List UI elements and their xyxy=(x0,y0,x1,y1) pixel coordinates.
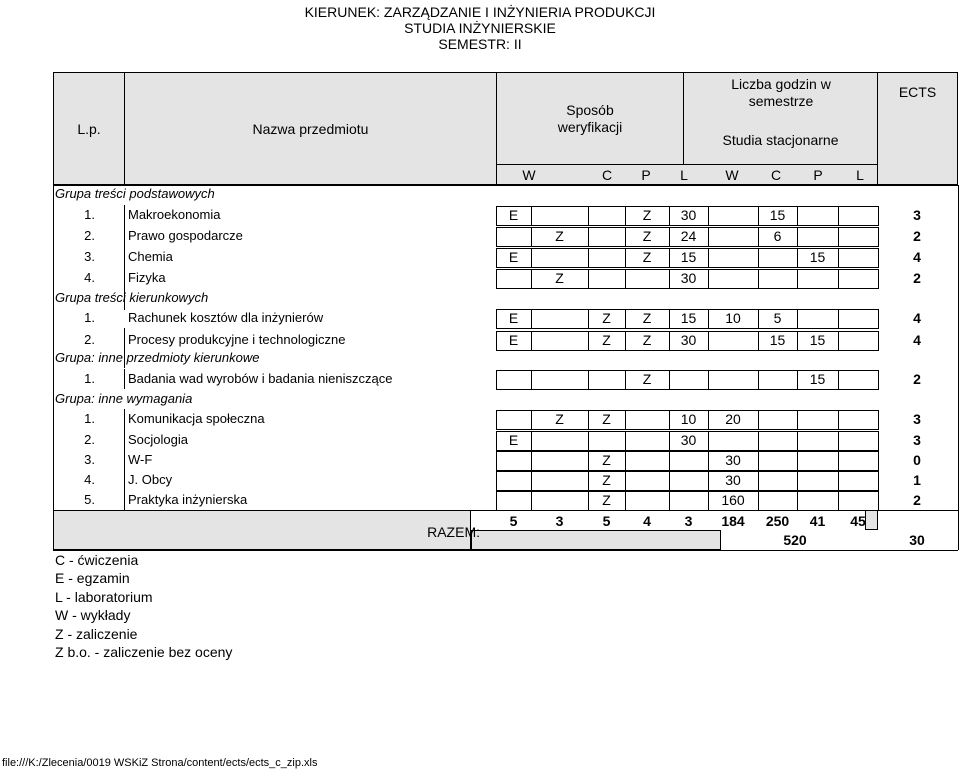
legend-item: Z - zaliczenie xyxy=(55,626,138,642)
table-cell-border xyxy=(496,269,532,289)
table-cell: 160 xyxy=(721,492,745,508)
table-cell-border xyxy=(669,471,709,491)
grid-line xyxy=(53,550,958,551)
table-cell-border xyxy=(588,269,626,289)
table-cell: Z xyxy=(602,411,611,427)
table-cell: 5 xyxy=(773,310,782,326)
table-cell-border xyxy=(838,410,879,430)
grid-line xyxy=(124,369,125,389)
table-cell: 15 xyxy=(809,249,826,265)
table-cell-border xyxy=(708,370,759,390)
table-cell-border xyxy=(838,370,879,390)
ects-value: 1 xyxy=(913,472,921,488)
subcol-l2: L xyxy=(856,167,864,183)
row-lp: 1. xyxy=(84,371,95,386)
row-lp: 2. xyxy=(84,228,95,243)
table-cell: 30 xyxy=(680,432,697,448)
table-cell: E xyxy=(508,207,519,223)
header-verification: Sposób weryfikacji xyxy=(557,102,623,135)
table-cell: 30 xyxy=(680,332,697,348)
table-cell-border xyxy=(496,227,532,247)
table-cell-border xyxy=(797,309,839,329)
table-cell-border xyxy=(588,248,626,268)
header-ects: ECTS xyxy=(898,84,937,100)
table-cell-border xyxy=(758,269,798,289)
ects-value: 2 xyxy=(913,492,921,508)
group-title-other-core: Grupa: inne przedmioty kierunkowe xyxy=(55,350,260,365)
table-cell-border xyxy=(708,248,759,268)
legend-item: C - ćwiczenia xyxy=(55,552,139,568)
row-lp: 4. xyxy=(84,270,95,285)
table-cell: Z xyxy=(642,371,652,387)
summary-total-ects: 30 xyxy=(909,532,925,548)
table-cell-border xyxy=(797,206,839,226)
table-cell: 15 xyxy=(809,332,826,348)
row-name: Chemia xyxy=(128,249,173,264)
group-title-core: Grupa treści kierunkowych xyxy=(55,290,209,305)
table-cell: Z xyxy=(642,228,652,244)
table-cell-border xyxy=(625,269,670,289)
table-cell-border xyxy=(758,370,798,390)
row-lp: 3. xyxy=(84,249,95,264)
table-cell-border xyxy=(838,331,879,351)
table-cell-border xyxy=(797,227,839,247)
grid-line xyxy=(124,409,125,510)
table-cell-border xyxy=(588,206,626,226)
table-cell-border xyxy=(758,431,798,451)
table-cell-border xyxy=(669,370,709,390)
grid-line xyxy=(958,185,959,550)
summary-value: 250 xyxy=(765,513,790,529)
table-cell: Z xyxy=(642,207,652,223)
summary-grey-left xyxy=(471,530,721,550)
header-name: Nazwa przedmiotu xyxy=(252,121,369,137)
file-path-footer: file:///K:/Zlecenia/0019 WSKiZ Strona/content/ects/ects_c_zip.xls xyxy=(2,757,318,769)
header-lp: L.p. xyxy=(77,121,101,137)
table-cell-border xyxy=(758,451,798,471)
table-cell: Z xyxy=(642,332,652,348)
ects-value: 4 xyxy=(913,310,921,326)
group-title-basic: Grupa treści podstawowych xyxy=(55,186,215,201)
table-cell: Z xyxy=(642,249,652,265)
subcol-w2: W xyxy=(725,167,739,183)
ects-value: 4 xyxy=(913,249,921,265)
table-cell-border xyxy=(797,491,839,511)
row-lp: 1. xyxy=(84,310,95,325)
subcol-p1: P xyxy=(641,167,651,183)
row-name: Praktyka inżynierska xyxy=(128,492,248,507)
ects-value: 2 xyxy=(913,228,921,244)
table-cell: 15 xyxy=(680,310,697,326)
row-lp: 3. xyxy=(84,452,95,467)
table-cell-border xyxy=(758,491,798,511)
table-cell-border xyxy=(797,451,839,471)
ects-value: 3 xyxy=(913,207,921,223)
legend-item: L - laboratorium xyxy=(55,589,153,605)
table-cell-border xyxy=(625,471,670,491)
table-cell-border xyxy=(838,491,879,511)
table-cell-border xyxy=(531,331,589,351)
row-name: Procesy produkcyjne i technologiczne xyxy=(128,332,346,347)
table-cell-border xyxy=(838,248,879,268)
table-cell-border xyxy=(496,370,532,390)
group-title-other-req: Grupa: inne wymagania xyxy=(55,391,193,406)
ects-value: 3 xyxy=(913,432,921,448)
row-lp: 1. xyxy=(84,207,95,222)
table-cell: Z xyxy=(602,472,611,488)
table-cell: Z xyxy=(555,411,564,427)
row-name: Rachunek kosztów dla inżynierów xyxy=(128,310,324,325)
row-name: Badania wad wyrobów i badania nieniszczące xyxy=(128,371,393,386)
table-cell-border xyxy=(625,451,670,471)
table-cell-border xyxy=(496,451,532,471)
header-hours: Liczba godzin w semestrze xyxy=(731,76,831,109)
table-cell-border xyxy=(669,451,709,471)
table-cell: E xyxy=(508,249,519,265)
table-cell: 15 xyxy=(769,207,786,223)
table-cell: Z xyxy=(602,332,611,348)
ects-value: 4 xyxy=(913,332,921,348)
table-cell: Z xyxy=(555,270,564,286)
table-cell: E xyxy=(508,310,519,326)
table-cell: E xyxy=(508,432,519,448)
table-cell-border xyxy=(758,248,798,268)
page-subtitle: STUDIA INŻYNIERSKIE xyxy=(404,20,556,36)
row-name: Prawo gospodarcze xyxy=(128,228,243,243)
legend-item: Z b.o. - zaliczenie bez oceny xyxy=(55,644,233,660)
table-cell-border xyxy=(531,370,589,390)
table-cell-border xyxy=(531,471,589,491)
table-cell: 20 xyxy=(725,411,741,427)
summary-value: 45 xyxy=(850,513,866,529)
table-cell-border xyxy=(531,248,589,268)
table-cell-border xyxy=(708,431,759,451)
table-cell: Z xyxy=(602,310,611,326)
row-lp: 4. xyxy=(84,472,95,487)
table-cell-border xyxy=(797,471,839,491)
table-cell-border xyxy=(797,431,839,451)
row-name: W-F xyxy=(128,452,153,467)
row-lp: 5. xyxy=(84,492,95,507)
table-cell-border xyxy=(838,431,879,451)
table-cell-border xyxy=(797,269,839,289)
row-name: Fizyka xyxy=(128,270,166,285)
table-cell: 30 xyxy=(725,472,741,488)
table-cell: Z xyxy=(602,492,611,508)
table-cell-border xyxy=(496,491,532,511)
table-cell-border xyxy=(838,451,879,471)
row-lp: 2. xyxy=(84,432,95,447)
table-cell: 10 xyxy=(725,310,741,326)
table-cell-border xyxy=(838,471,879,491)
grid-line xyxy=(53,185,54,510)
subcol-c1: C xyxy=(601,167,613,183)
subcol-w1: W xyxy=(522,167,536,183)
table-cell: Z xyxy=(642,310,652,326)
table-cell-border xyxy=(625,491,670,511)
table-cell-border xyxy=(708,206,759,226)
table-cell-border xyxy=(797,410,839,430)
table-cell-border xyxy=(838,309,879,329)
table-cell: 15 xyxy=(809,371,826,387)
table-cell: Z xyxy=(602,452,611,468)
summary-value: 5 xyxy=(602,513,611,529)
subcol-l1: L xyxy=(680,167,688,183)
table-cell-border xyxy=(588,370,626,390)
row-lp: 2. xyxy=(84,332,95,347)
subcol-p2: P xyxy=(813,167,823,183)
table-cell-border xyxy=(531,451,589,471)
table-cell-border xyxy=(588,431,626,451)
table-cell-border xyxy=(669,491,709,511)
table-cell-border xyxy=(838,227,879,247)
table-cell-border xyxy=(496,471,532,491)
subcol-c2: C xyxy=(770,167,782,183)
row-name: Makroekonomia xyxy=(128,207,221,222)
ects-value: 2 xyxy=(913,371,921,387)
row-name: J. Obcy xyxy=(128,472,173,487)
row-lp: 1. xyxy=(84,411,95,426)
table-cell: 6 xyxy=(773,228,782,244)
table-cell-border xyxy=(708,269,759,289)
legend-item: W - wykłady xyxy=(55,607,131,623)
table-cell: 10 xyxy=(680,411,697,427)
table-cell-border xyxy=(838,269,879,289)
ects-value: 0 xyxy=(913,452,921,468)
table-cell-border xyxy=(708,331,759,351)
ects-value: 3 xyxy=(913,411,921,427)
summary-label: RAZEM: xyxy=(427,524,480,540)
summary-total-hours: 520 xyxy=(783,532,807,548)
table-cell: 30 xyxy=(725,452,741,468)
table-cell-border xyxy=(758,471,798,491)
summary-value: 5 xyxy=(509,513,518,529)
summary-value: 3 xyxy=(555,513,564,529)
table-cell-border xyxy=(588,227,626,247)
semester-label: SEMESTR: II xyxy=(438,36,522,52)
table-cell-border xyxy=(531,431,589,451)
table-cell: Z xyxy=(555,228,564,244)
summary-value: 41 xyxy=(809,513,826,529)
row-name: Komunikacja społeczna xyxy=(128,411,265,426)
table-cell-border xyxy=(531,491,589,511)
ects-value: 2 xyxy=(913,270,921,286)
legend-item: E - egzamin xyxy=(55,570,130,586)
table-cell: 24 xyxy=(680,228,697,244)
table-cell-border xyxy=(531,309,589,329)
table-cell-border xyxy=(708,227,759,247)
summary-value: 184 xyxy=(721,513,745,529)
table-cell-border xyxy=(625,410,670,430)
table-cell: 30 xyxy=(680,270,697,286)
table-cell: 15 xyxy=(769,332,786,348)
table-cell-border xyxy=(838,206,879,226)
table-cell: 30 xyxy=(680,207,697,223)
table-cell-border xyxy=(758,410,798,430)
table-cell-border xyxy=(531,206,589,226)
table-cell: E xyxy=(508,332,519,348)
summary-value: 4 xyxy=(643,513,651,529)
table-cell-border xyxy=(625,431,670,451)
header-mode: Studia stacjonarne xyxy=(722,132,839,148)
row-name: Socjologia xyxy=(128,432,188,447)
page-title: KIERUNEK: ZARZĄDZANIE I INŻYNIERIA PRODUKCJI xyxy=(304,4,656,20)
summary-value: 3 xyxy=(684,513,693,529)
table-cell: 15 xyxy=(680,249,697,265)
table-cell-border xyxy=(496,410,532,430)
